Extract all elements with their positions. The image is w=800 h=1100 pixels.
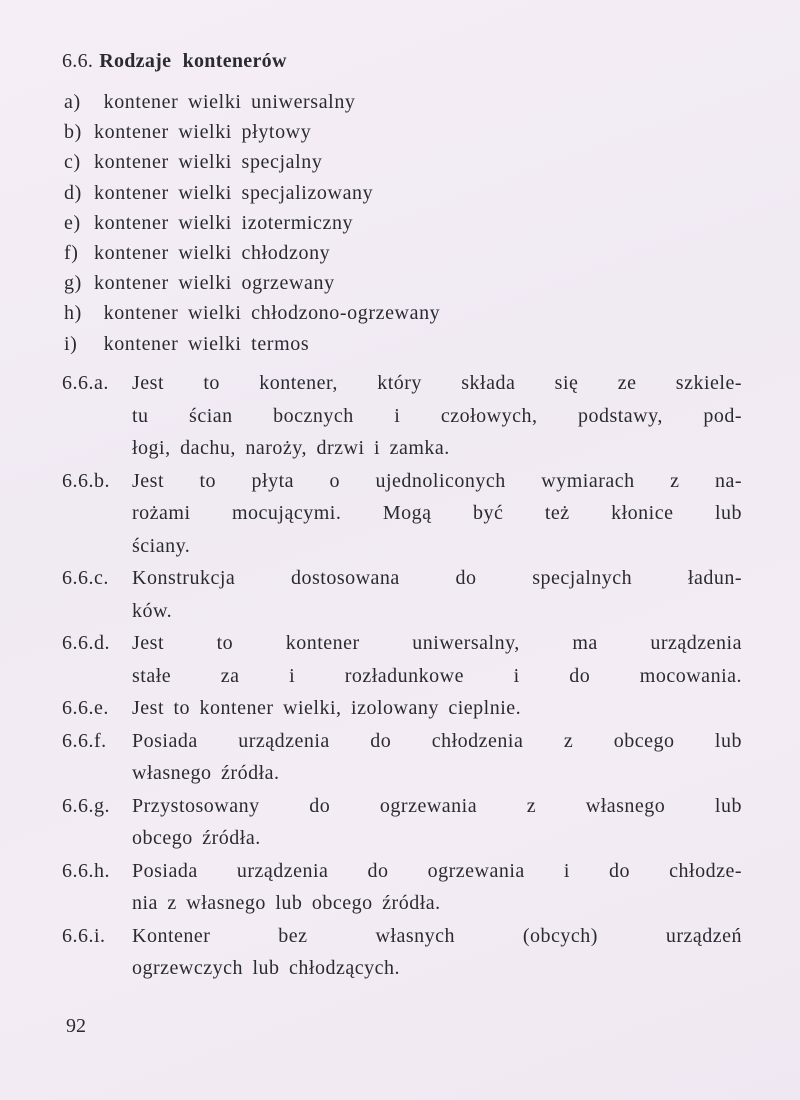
list-item-text: kontener wielki termos — [103, 332, 310, 355]
list-item-text: kontener wielki specjalny — [94, 151, 323, 174]
definitions — [62, 367, 742, 985]
definition-text — [132, 855, 742, 920]
list-marker: a) — [64, 91, 81, 113]
definition-line: stałe za i rozładunkowe i do mocowania. — [132, 664, 742, 687]
definition-code: 6.6.a. — [62, 372, 109, 394]
list-marker: c) — [64, 151, 81, 174]
definition-text — [132, 627, 742, 692]
list-item-text: kontener wielki izotermiczny — [94, 211, 354, 234]
definition-text — [132, 790, 742, 855]
page-number: 92 — [66, 1015, 86, 1037]
list-marker: e) — [64, 211, 81, 234]
list-item — [64, 240, 440, 270]
list-item — [64, 300, 440, 330]
definition-line: Jest to płyta o ujednoliconych wymiarach z na- — [132, 469, 742, 492]
definition-code: 6.6.f. — [62, 729, 107, 752]
definition-line: Jest to kontener, który składa się ze szkiele- — [132, 372, 742, 394]
definition-line: Jest to kontener wielki, izolowany cieplnie. — [132, 697, 522, 719]
definition-code: 6.6.c. — [62, 567, 109, 589]
definition-line: Konstrukcja dostosowana do specjalnych ładun- — [132, 567, 742, 589]
definition-line: obcego źródła. — [132, 827, 261, 849]
definition-6-6-f — [62, 725, 742, 790]
definition-line: Jest to kontener uniwersalny, ma urządzenia — [132, 632, 742, 654]
definition-6-6-c — [62, 562, 742, 627]
section-number: 6.6. — [62, 50, 94, 72]
list-item-text: kontener wielki chłodzony — [94, 241, 331, 264]
definition-text — [132, 562, 742, 627]
definition-line: rożami mocującymi. Mogą być też kłonice lub — [132, 502, 742, 524]
list-item-text: kontener wielki specjalizowany — [94, 181, 374, 204]
definition-text — [132, 465, 742, 563]
definition-code: 6.6.h. — [62, 859, 110, 882]
definition-line: łogi, dachu, naroży, drzwi i zamka. — [132, 437, 450, 459]
list-marker: d) — [64, 181, 82, 204]
list-item-text: kontener wielki chłodzono-ogrzewany — [103, 302, 441, 325]
definition-text — [132, 725, 742, 790]
definition-text — [132, 367, 742, 465]
definition-code: 6.6.i. — [62, 924, 106, 947]
definition-6-6-g — [62, 790, 742, 855]
definition-code: 6.6.g. — [62, 794, 110, 817]
definition-line: tu ścian bocznych i czołowych, podstawy, pod- — [132, 404, 742, 427]
definition-line: własnego źródła. — [132, 762, 280, 784]
list-marker: i) — [64, 332, 78, 355]
definition-line: ków. — [132, 599, 173, 622]
list-item — [64, 331, 440, 361]
list-marker: h) — [64, 302, 82, 325]
definition-code: 6.6.e. — [62, 697, 109, 719]
list-item-text: kontener wielki ogrzewany — [94, 272, 335, 295]
container-types-list — [64, 89, 440, 361]
definition-6-6-i — [62, 920, 742, 985]
list-item — [64, 119, 440, 149]
definition-line: Posiada urządzenia do ogrzewania i do chłodze- — [132, 859, 742, 882]
list-item-text: kontener wielki uniwersalny — [103, 91, 356, 113]
definition-line: ściany. — [132, 534, 191, 557]
definition-line: Kontener bez własnych (obcych) urządzeń — [132, 924, 742, 947]
definition-6-6-b — [62, 465, 742, 563]
list-marker: b) — [64, 121, 82, 144]
list-item — [64, 270, 440, 300]
list-item — [64, 180, 440, 210]
definition-text — [132, 920, 742, 985]
list-item — [64, 210, 440, 240]
definition-line: Przystosowany do ogrzewania z własnego lub — [132, 794, 742, 817]
definition-code: 6.6.b. — [62, 469, 110, 492]
definition-6-6-d — [62, 627, 742, 692]
definition-6-6-a — [62, 367, 742, 465]
definition-6-6-e — [62, 692, 742, 725]
list-item-text: kontener wielki płytowy — [94, 121, 312, 144]
definition-text — [132, 692, 742, 725]
section-title: Rodzaje kontenerów — [99, 50, 287, 72]
list-item — [64, 89, 440, 119]
definition-line: Posiada urządzenia do chłodzenia z obcego lub — [132, 729, 742, 752]
section-heading — [62, 50, 287, 73]
definition-line: nia z własnego lub obcego źródła. — [132, 892, 441, 914]
list-marker: g) — [64, 272, 82, 295]
definition-line: ogrzewczych lub chłodzących. — [132, 957, 400, 979]
definition-6-6-h — [62, 855, 742, 920]
definition-code: 6.6.d. — [62, 632, 110, 654]
list-marker: f) — [64, 241, 79, 264]
list-item — [64, 149, 440, 179]
